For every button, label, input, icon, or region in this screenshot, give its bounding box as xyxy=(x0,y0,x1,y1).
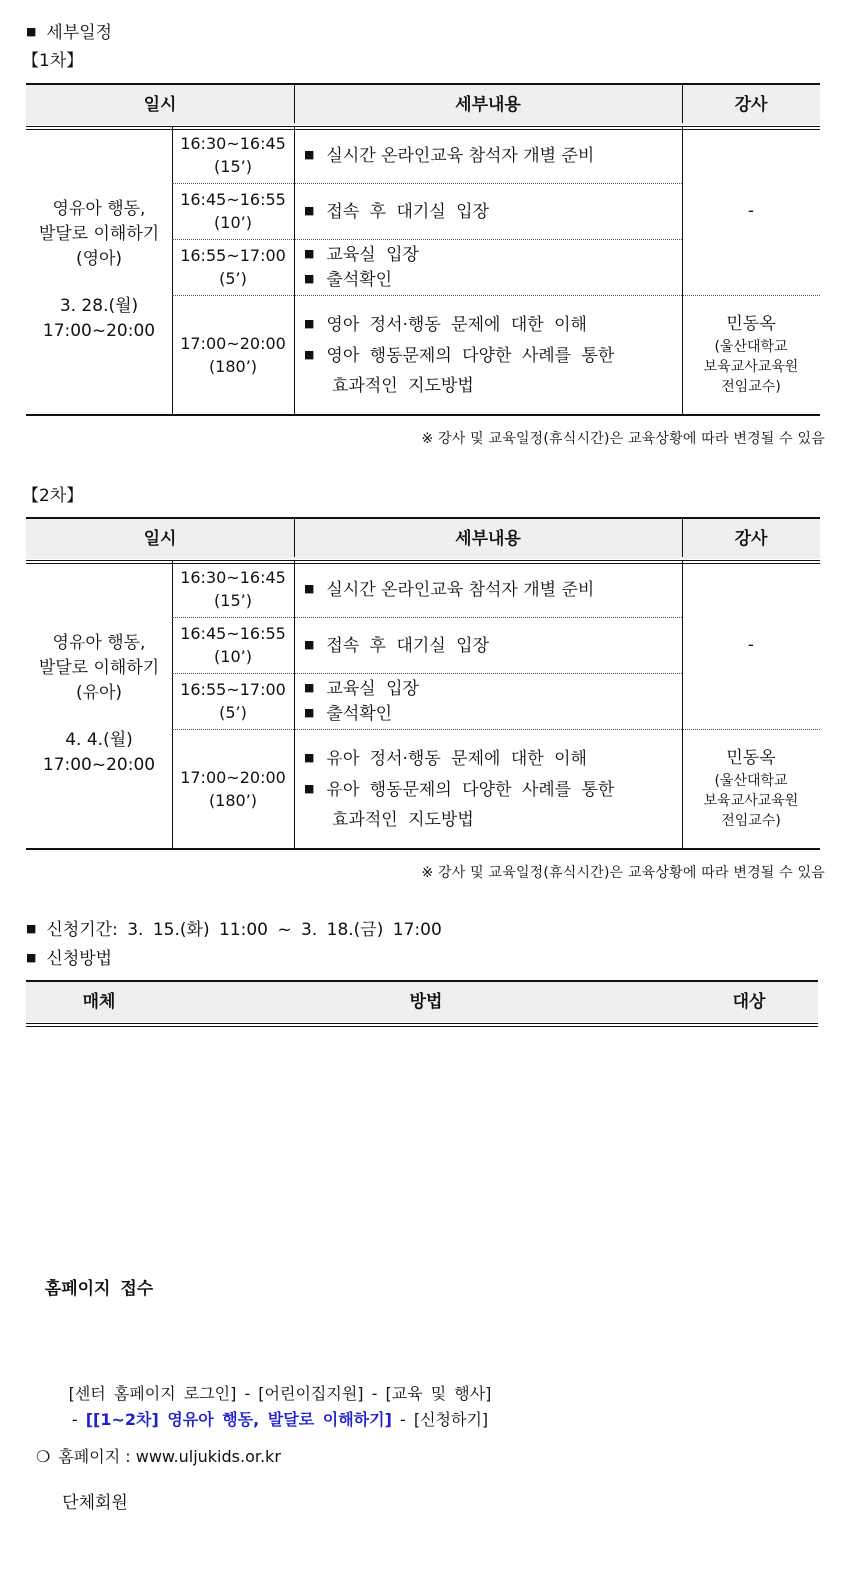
detail-cell xyxy=(294,183,682,239)
list-item: ■ 교육실 입장 xyxy=(304,679,419,699)
header-details: 세부내용 xyxy=(455,95,521,115)
table-header xyxy=(26,980,818,1022)
program-title-line: 영유아 행동, xyxy=(52,633,146,653)
instructor-cell: 민동옥 (울산대학교 보육교사교육원 전임교수) xyxy=(703,314,799,395)
program-menu-highlight: [[1~2차] 영유아 행동, 발달로 이해하기] xyxy=(85,1410,392,1429)
instructor-cell-tbd: - xyxy=(747,200,755,221)
application-method-heading: ■ 신청방법 xyxy=(26,949,113,969)
list-item: ■ 교육실 입장 xyxy=(304,245,419,265)
header-method: 방법 xyxy=(409,992,443,1012)
schedule-note: ※ 강사 및 교육일정(휴식시간)은 교육상황에 따라 변경될 수 있음 xyxy=(421,431,825,447)
schedule-note: ※ 강사 및 교육일정(휴식시간)은 교육상황에 따라 변경될 수 있음 xyxy=(421,865,825,881)
header-instructor: 강사 xyxy=(734,95,768,115)
detail-cell xyxy=(294,239,682,295)
list-item: ■ 유아 행동문제의 다양한 사례를 통한 xyxy=(304,779,615,800)
time-cell: 17:00~20:00 (180’) xyxy=(180,333,286,376)
time-cell: 16:45~16:55 (10’) xyxy=(180,624,286,666)
menu-path-line: - [[1~2차] 영유아 행동, 발달로 이해하기] - [신청하기] xyxy=(71,1410,489,1429)
header-target: 대상 xyxy=(732,992,766,1012)
program-audience: (유아) xyxy=(75,683,123,703)
time-cell: 16:30~16:45 (15’) xyxy=(180,568,286,610)
list-item-continuation: 효과적인 지도방법 xyxy=(332,809,474,830)
program-date: 3. 28.(월) xyxy=(59,296,139,316)
round1-schedule-table xyxy=(26,83,820,416)
square-bullet-icon: ■ xyxy=(26,25,37,38)
program-time: 17:00~20:00 xyxy=(42,755,156,775)
list-item: ■ 출석확인 xyxy=(304,270,393,290)
round1-label: 【1차】 xyxy=(22,51,84,71)
detail-cell xyxy=(294,673,682,729)
homepage-url[interactable]: 홈페이지 : www.uljukids.or.kr xyxy=(58,1447,281,1466)
detail-cell xyxy=(294,729,682,848)
detail-cell xyxy=(294,617,682,673)
square-bullet-icon: ■ xyxy=(26,951,37,964)
circle-bullet-icon: ❍ xyxy=(36,1447,51,1466)
list-item: ■ 접속 후 대기실 입장 xyxy=(304,201,489,222)
program-title-line: 발달로 이해하기 xyxy=(38,224,160,244)
program-title-line: 발달로 이해하기 xyxy=(38,658,160,678)
list-item: ■ 영아 행동문제의 다양한 사례를 통한 xyxy=(304,345,615,366)
instructor-cell-tbd: - xyxy=(747,634,755,655)
instructor-name: 민동옥 xyxy=(726,748,776,768)
square-bullet-icon: ■ xyxy=(26,922,37,935)
program-time: 17:00~20:00 xyxy=(42,321,156,341)
list-item: ■ 출석확인 xyxy=(304,704,393,724)
header-details: 세부내용 xyxy=(455,529,521,549)
program-date: 4. 4.(월) xyxy=(65,730,133,750)
round2-label: 【2차】 xyxy=(22,486,84,506)
time-cell: 16:55~17:00 (5’) xyxy=(180,246,286,288)
detail-cell xyxy=(294,561,682,617)
instructor-name: 민동옥 xyxy=(726,314,776,334)
program-audience: (영아) xyxy=(75,249,123,269)
header-instructor: 강사 xyxy=(734,529,768,549)
time-cell: 16:30~16:45 (15’) xyxy=(180,134,286,176)
detail-schedule-heading: ■ 세부일정 xyxy=(26,23,113,43)
detail-cell xyxy=(294,127,682,183)
list-item: ■ 실시간 온라인교육 참석자 개별 준비 xyxy=(304,145,595,166)
method-path-cell xyxy=(26,1381,534,1444)
application-method-table xyxy=(26,980,818,1513)
header-medium: 매체 xyxy=(82,992,116,1012)
application-period: ■ 신청기간: 3. 15.(화) 11:00 ~ 3. 18.(금) 17:00 xyxy=(26,920,442,940)
round2-schedule-table xyxy=(26,517,820,850)
program-title-line: 영유아 행동, xyxy=(52,199,146,219)
list-item: ■ 실시간 온라인교육 참석자 개별 준비 xyxy=(304,579,595,600)
program-cell xyxy=(26,561,172,848)
instructor-cell: 민동옥 (울산대학교 보육교사교육원 전임교수) xyxy=(703,748,799,829)
program-cell xyxy=(26,127,172,414)
target-cell: 단체회원 xyxy=(62,1493,128,1513)
table-header xyxy=(26,517,820,559)
time-cell: 16:45~16:55 (10’) xyxy=(180,190,286,232)
list-item-continuation: 효과적인 지도방법 xyxy=(332,375,474,396)
table-header xyxy=(26,83,820,125)
list-item: ■ 접속 후 대기실 입장 xyxy=(304,635,489,656)
list-item: ■ 유아 정서·행동 문제에 대한 이해 xyxy=(304,748,587,769)
time-cell: 17:00~20:00 (180’) xyxy=(180,767,286,810)
menu-path-line: [센터 홈페이지 로그인] - [어린이집지원] - [교육 및 행사] xyxy=(68,1384,492,1403)
header-datetime: 일시 xyxy=(143,95,177,115)
time-cell: 16:55~17:00 (5’) xyxy=(180,680,286,722)
list-item: ■ 영아 정서·행동 문제에 대한 이해 xyxy=(304,314,587,335)
homepage-cell xyxy=(26,1444,534,1488)
header-datetime: 일시 xyxy=(143,529,177,549)
medium-cell: 홈페이지 접수 xyxy=(44,1279,154,1299)
detail-cell xyxy=(294,295,682,414)
